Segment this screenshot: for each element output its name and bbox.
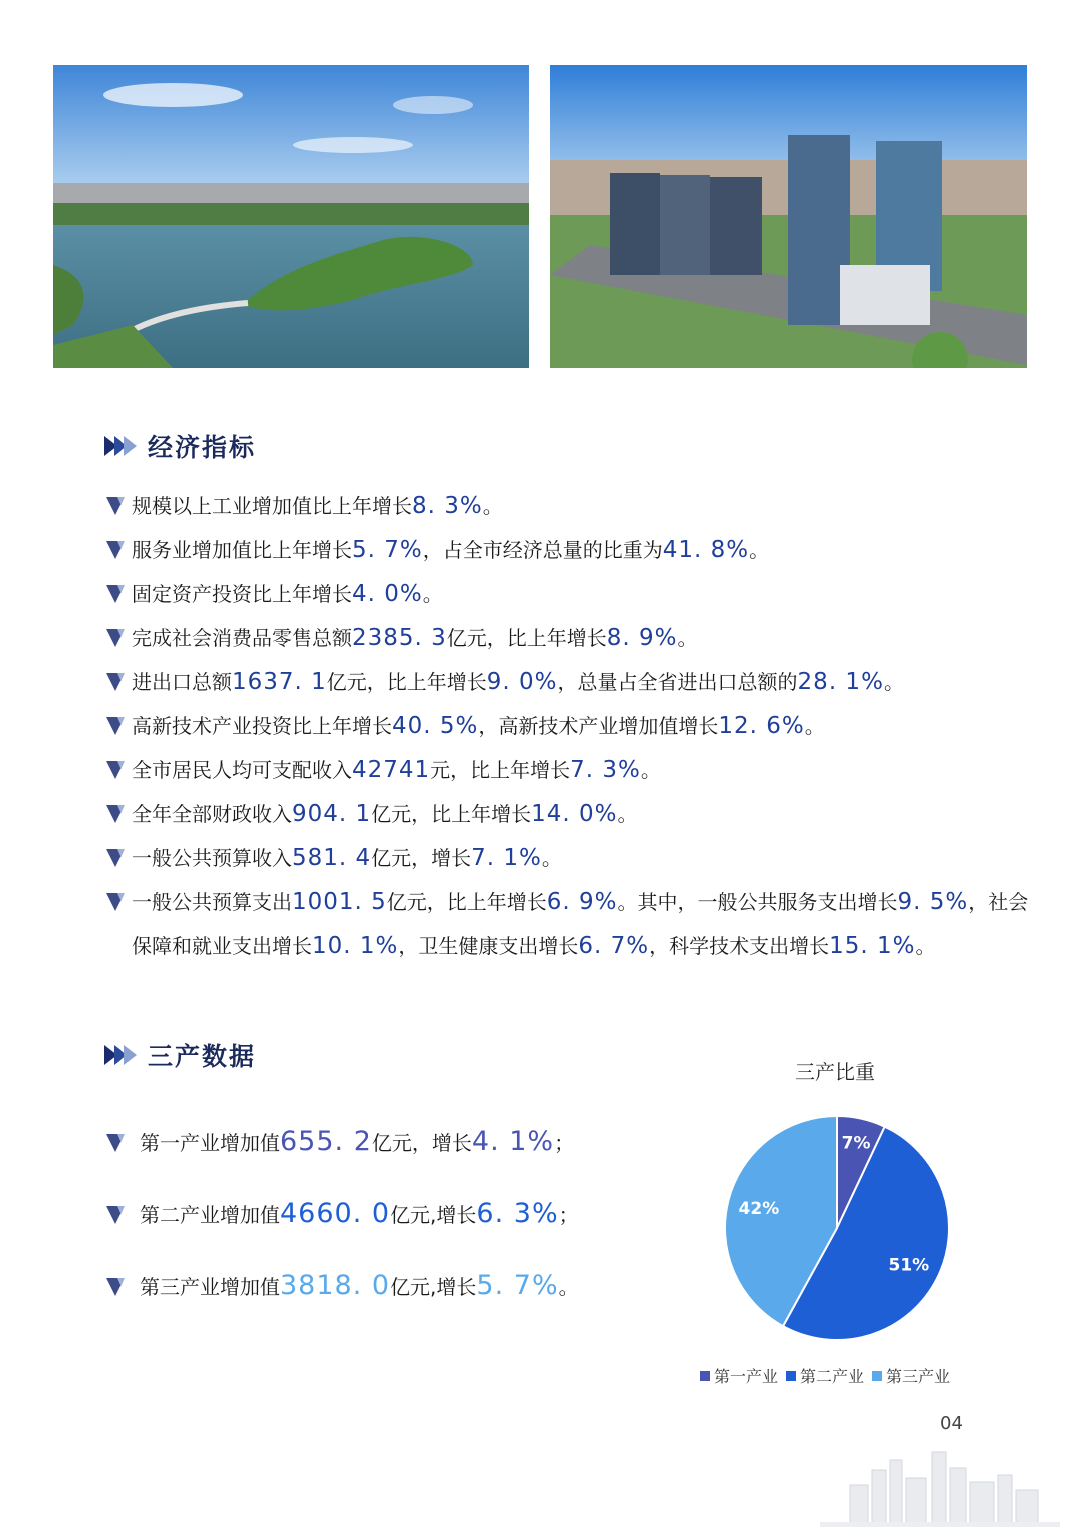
indicator-text: 全年全部财政收入	[132, 802, 292, 826]
triangle-bullet-icon	[106, 805, 124, 823]
indicator-text: ，高新技术产业增加值增长	[478, 714, 719, 738]
indicator-item	[104, 748, 1034, 792]
indicator-text: 亿元，比上年增长	[386, 890, 547, 914]
pie-data-label: 42%	[738, 1198, 780, 1219]
economic-indicators-list	[104, 484, 1034, 968]
indicator-value: 10. 1%	[312, 933, 399, 959]
indicator-text: 进出口总额	[132, 670, 232, 694]
city-skyline-icon	[820, 1440, 1060, 1527]
indicator-text: 完成社会消费品零售总额	[132, 626, 352, 650]
triangle-bullet-icon	[106, 1134, 124, 1152]
pie-svg	[700, 1098, 970, 1358]
indicator-item	[104, 528, 1034, 572]
industry-share-pie-chart	[700, 1048, 1000, 1398]
industry-item	[104, 1184, 624, 1256]
indicator-text: 亿元，比上年增长	[371, 802, 532, 826]
industry-item	[104, 1112, 624, 1184]
indicator-value: 28. 1%	[797, 669, 884, 695]
indicator-item	[104, 704, 1034, 748]
indicator-text: 亿元，比上年增长	[326, 670, 487, 694]
legend-label: 第三产业	[886, 1367, 951, 1386]
indicator-value: 42741	[352, 757, 431, 783]
indicator-text: 高新技术产业投资比上年增长	[132, 714, 392, 738]
indicator-value: 7. 1%	[471, 845, 542, 871]
indicator-value: 41. 8%	[662, 537, 750, 563]
indicator-value: 9. 0%	[486, 669, 558, 695]
indicator-value: 8. 9%	[606, 625, 678, 651]
indicator-value: 7. 3%	[570, 757, 641, 783]
industry-value: 655. 2	[280, 1126, 372, 1157]
indicator-value: 40. 5%	[392, 713, 479, 739]
legend-label: 第一产业	[714, 1367, 779, 1386]
indicator-item	[104, 660, 1034, 704]
industry-unit: 亿元,增长	[390, 1275, 477, 1299]
indicator-text: ，卫生健康支出增长	[398, 934, 579, 958]
pie-data-label: 7%	[841, 1133, 871, 1154]
legend-entry	[872, 1364, 950, 1387]
industry-item	[104, 1256, 624, 1328]
industry-growth: 4. 1%	[471, 1126, 555, 1157]
indicator-value: 8. 3%	[412, 493, 483, 519]
section-header-sanchan	[104, 1037, 256, 1073]
sanchan-list	[104, 1112, 624, 1328]
indicator-text: 一般公共预算收入	[132, 846, 292, 870]
indicator-text: 。	[541, 846, 562, 870]
indicator-text: ，社会保障和就业支出增长	[132, 890, 1029, 958]
lake-park-photo	[53, 65, 529, 368]
office-towers-photo	[550, 65, 1027, 368]
indicator-value: 1001. 5	[292, 889, 387, 915]
indicator-value: 5. 7%	[352, 537, 423, 563]
industry-unit: 亿元,增长	[390, 1203, 477, 1227]
industry-value: 4660. 0	[280, 1198, 391, 1229]
chart-title: 三产比重	[795, 1060, 875, 1084]
indicator-item	[104, 572, 1034, 616]
indicator-value: 904. 1	[292, 801, 372, 827]
indicator-item	[104, 792, 1034, 836]
triangle-bullet-icon	[106, 629, 124, 647]
chevron-right-icon	[104, 1045, 134, 1065]
indicator-text: 。其中，一般公共服务支出增长	[617, 890, 898, 914]
legend-label: 第二产业	[800, 1367, 865, 1386]
industry-label: 第二产业增加值	[140, 1203, 280, 1227]
triangle-bullet-icon	[106, 541, 124, 559]
indicator-item	[104, 836, 1034, 880]
indicator-value: 9. 5%	[897, 889, 969, 915]
triangle-bullet-icon	[106, 673, 124, 691]
indicator-value: 14. 0%	[531, 801, 618, 827]
indicator-text: 亿元，比上年增长	[446, 626, 607, 650]
indicator-text: 。	[883, 670, 904, 694]
industry-value: 3818. 0	[280, 1270, 391, 1301]
industry-growth: 6. 3%	[476, 1198, 559, 1229]
indicator-text: ，科学技术支出增长	[649, 934, 830, 958]
indicator-text: 规模以上工业增加值比上年增长	[132, 494, 412, 518]
indicator-text: 。	[640, 758, 661, 782]
triangle-bullet-icon	[106, 761, 124, 779]
indicator-text: 。	[617, 802, 638, 826]
industry-unit: 亿元，增长	[371, 1131, 472, 1155]
legend-swatch	[786, 1371, 796, 1381]
indicator-text: ，占全市经济总量的比重为	[422, 538, 663, 562]
indicator-value: 581. 4	[292, 845, 372, 871]
indicator-value: 6. 7%	[578, 933, 650, 959]
indicator-text: 。	[749, 538, 770, 562]
indicator-value: 12. 6%	[718, 713, 805, 739]
triangle-bullet-icon	[106, 1278, 124, 1296]
chevron-right-icon	[104, 436, 134, 456]
indicator-value: 15. 1%	[829, 933, 916, 959]
indicator-text: 亿元，增长	[371, 846, 472, 870]
legend-entry	[700, 1364, 778, 1387]
legend-swatch	[872, 1371, 882, 1381]
triangle-bullet-icon	[106, 497, 124, 515]
industry-growth: 5. 7%	[476, 1270, 559, 1301]
indicator-text: 一般公共预算支出	[132, 890, 292, 914]
triangle-bullet-icon	[106, 717, 124, 735]
industry-end: 。	[558, 1275, 579, 1299]
pie-data-label: 51%	[888, 1255, 930, 1276]
indicator-item	[104, 484, 1034, 528]
section-title: 三产数据	[148, 1042, 257, 1071]
indicator-text: 。	[804, 714, 825, 738]
triangle-bullet-icon	[106, 893, 124, 911]
industry-label: 第一产业增加值	[140, 1131, 280, 1155]
indicator-text: 服务业增加值比上年增长	[132, 538, 352, 562]
indicator-item	[104, 880, 1034, 968]
indicator-text: 元，比上年增长	[430, 758, 571, 782]
indicator-value: 2385. 3	[352, 625, 447, 651]
legend-entry	[786, 1364, 864, 1387]
industry-end: ；	[554, 1131, 575, 1155]
indicator-value: 6. 9%	[546, 889, 618, 915]
triangle-bullet-icon	[106, 585, 124, 603]
indicator-value: 1637. 1	[232, 669, 327, 695]
indicator-text: 。	[422, 582, 443, 606]
indicator-item	[104, 616, 1034, 660]
legend-swatch	[700, 1371, 710, 1381]
industry-label: 第三产业增加值	[140, 1275, 280, 1299]
indicator-value: 4. 0%	[352, 581, 423, 607]
page-number: 04	[940, 1413, 963, 1434]
industry-end: ；	[558, 1203, 579, 1227]
triangle-bullet-icon	[106, 1206, 124, 1224]
indicator-text: ，总量占全省进出口总额的	[557, 670, 798, 694]
section-header-economic	[104, 428, 256, 464]
indicator-text: 固定资产投资比上年增长	[132, 582, 352, 606]
triangle-bullet-icon	[106, 849, 124, 867]
section-title: 经济指标	[148, 433, 257, 462]
indicator-text: 。	[482, 494, 503, 518]
indicator-text: 。	[915, 934, 936, 958]
chart-legend	[700, 1364, 958, 1387]
indicator-text: 。	[677, 626, 698, 650]
indicator-text: 全市居民人均可支配收入	[132, 758, 352, 782]
